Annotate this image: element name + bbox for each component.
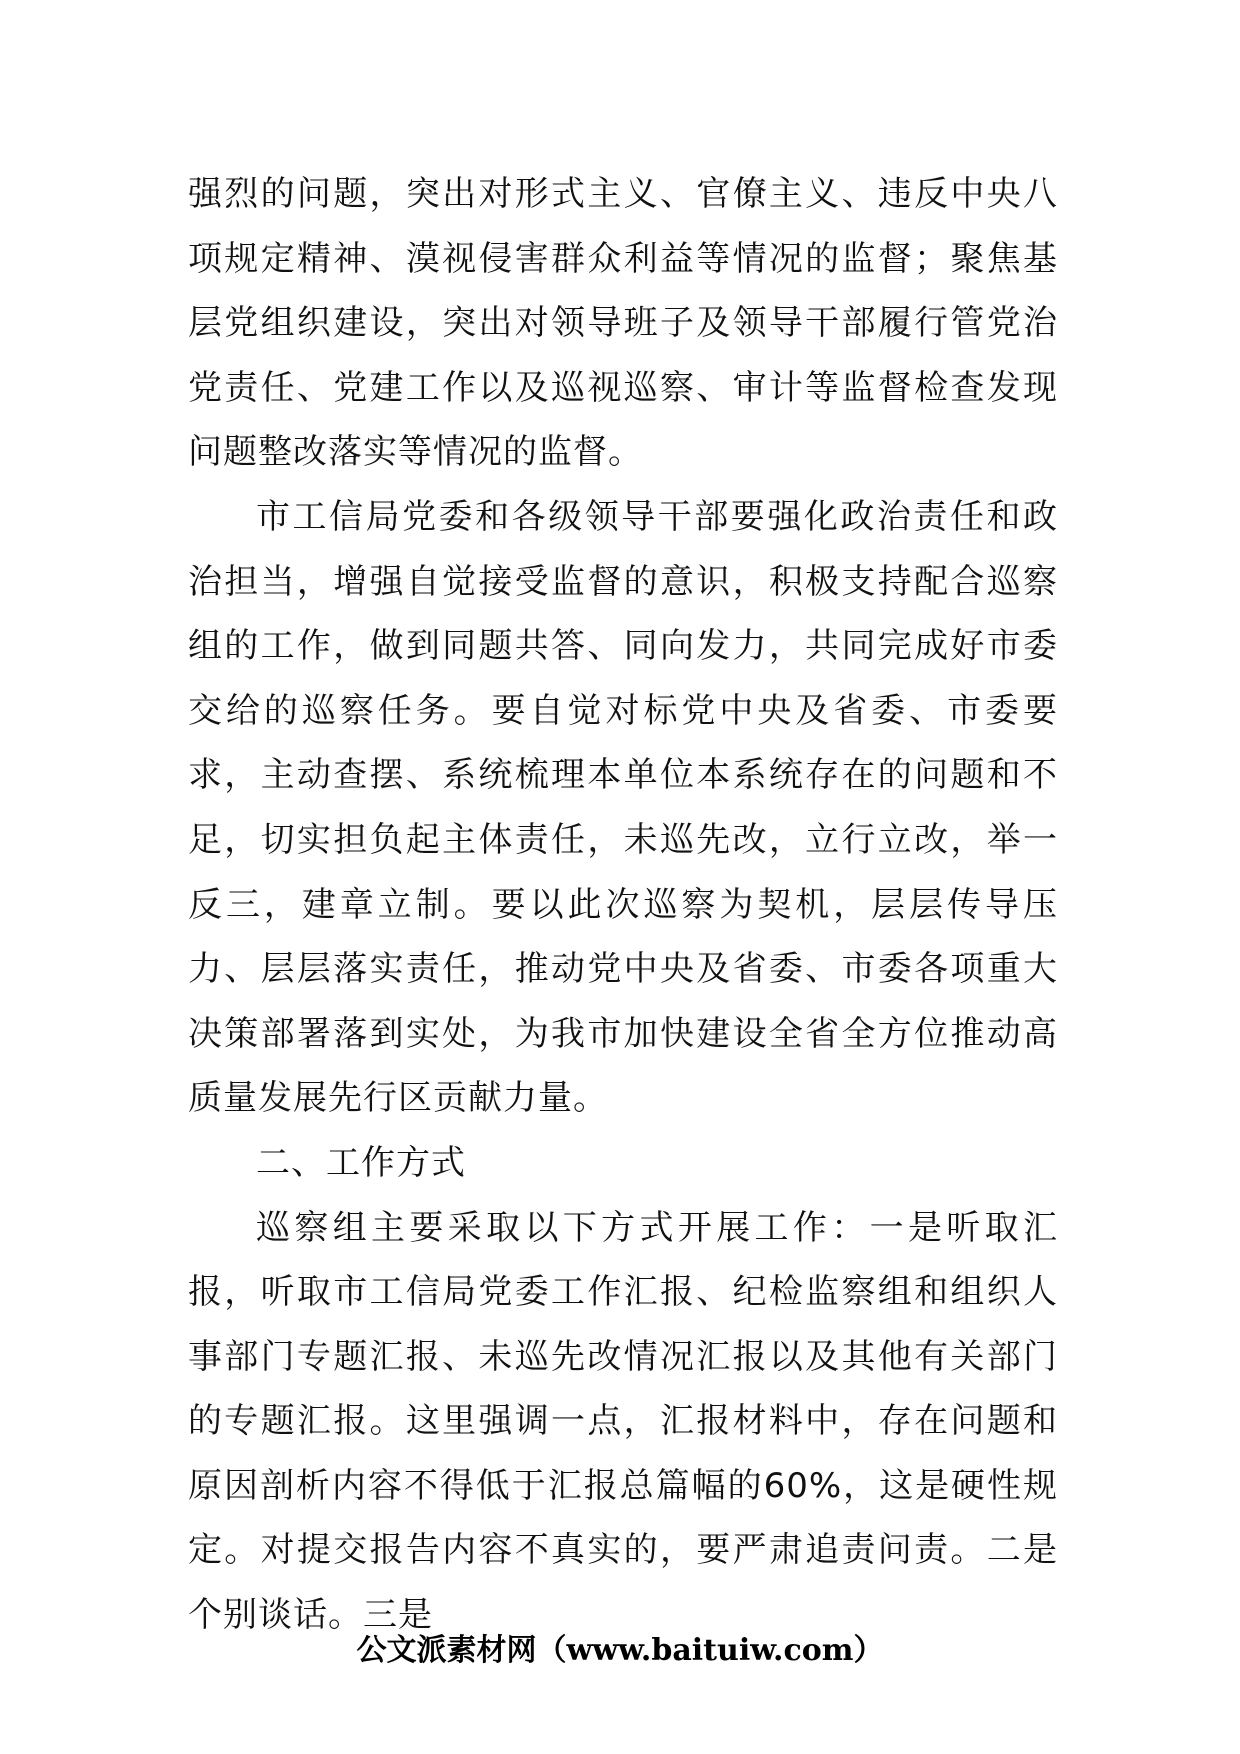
paragraph-leadership: 市工信局党委和各级领导干部要强化政治责任和政治担当，增强自觉接受监督的意识，积极支持配合巡察组的工作，做到同题共答、同向发力，共同完成好市委交给的巡察任务。要自觉对标党中央及省委、市委要求，主动查摆、系统梳理本单位本系统存在的问题和不足，切实担负起主体责任，未巡先改，立行立改，举一反三，建章立制。要以此次巡察为契机，层层传导压力、层层落实责任，推动党中央及省委、市委各项重大决策部署落到实处，为我市加快建设全省全方位推动高质量发展先行区贡献力量。: [188, 496, 1058, 1119]
paragraph-methods: 巡察组主要采取以下方式开展工作：一是听取汇报，听取市工信局党委工作汇报、纪检监察组和组织人事部门专题汇报、未巡先改情况汇报以及其他有关部门的专题汇报。这里强调一点，汇报材料中，存在问题和原因剖析内容不得低于汇报总篇幅的60%，这是硬性规定。对提交报告内容不真实的，要严肃追责问责。二是个别谈话。三是: [188, 1207, 1058, 1636]
paragraph-continuation: 强烈的问题，突出对形式主义、官僚主义、违反中央八项规定精神、漠视侵害群众利益等情况的监督；聚焦基层党组织建设，突出对领导班子及领导干部履行管党治党责任、党建工作以及巡视巡察、审计等监督检查发现问题整改落实等情况的监督。: [188, 174, 1058, 473]
footer-watermark: 公文派素材网（www.baituiw.com）: [356, 1633, 884, 1668]
section-heading: 二、工作方式: [256, 1142, 466, 1183]
document-body: [188, 162, 1058, 1648]
